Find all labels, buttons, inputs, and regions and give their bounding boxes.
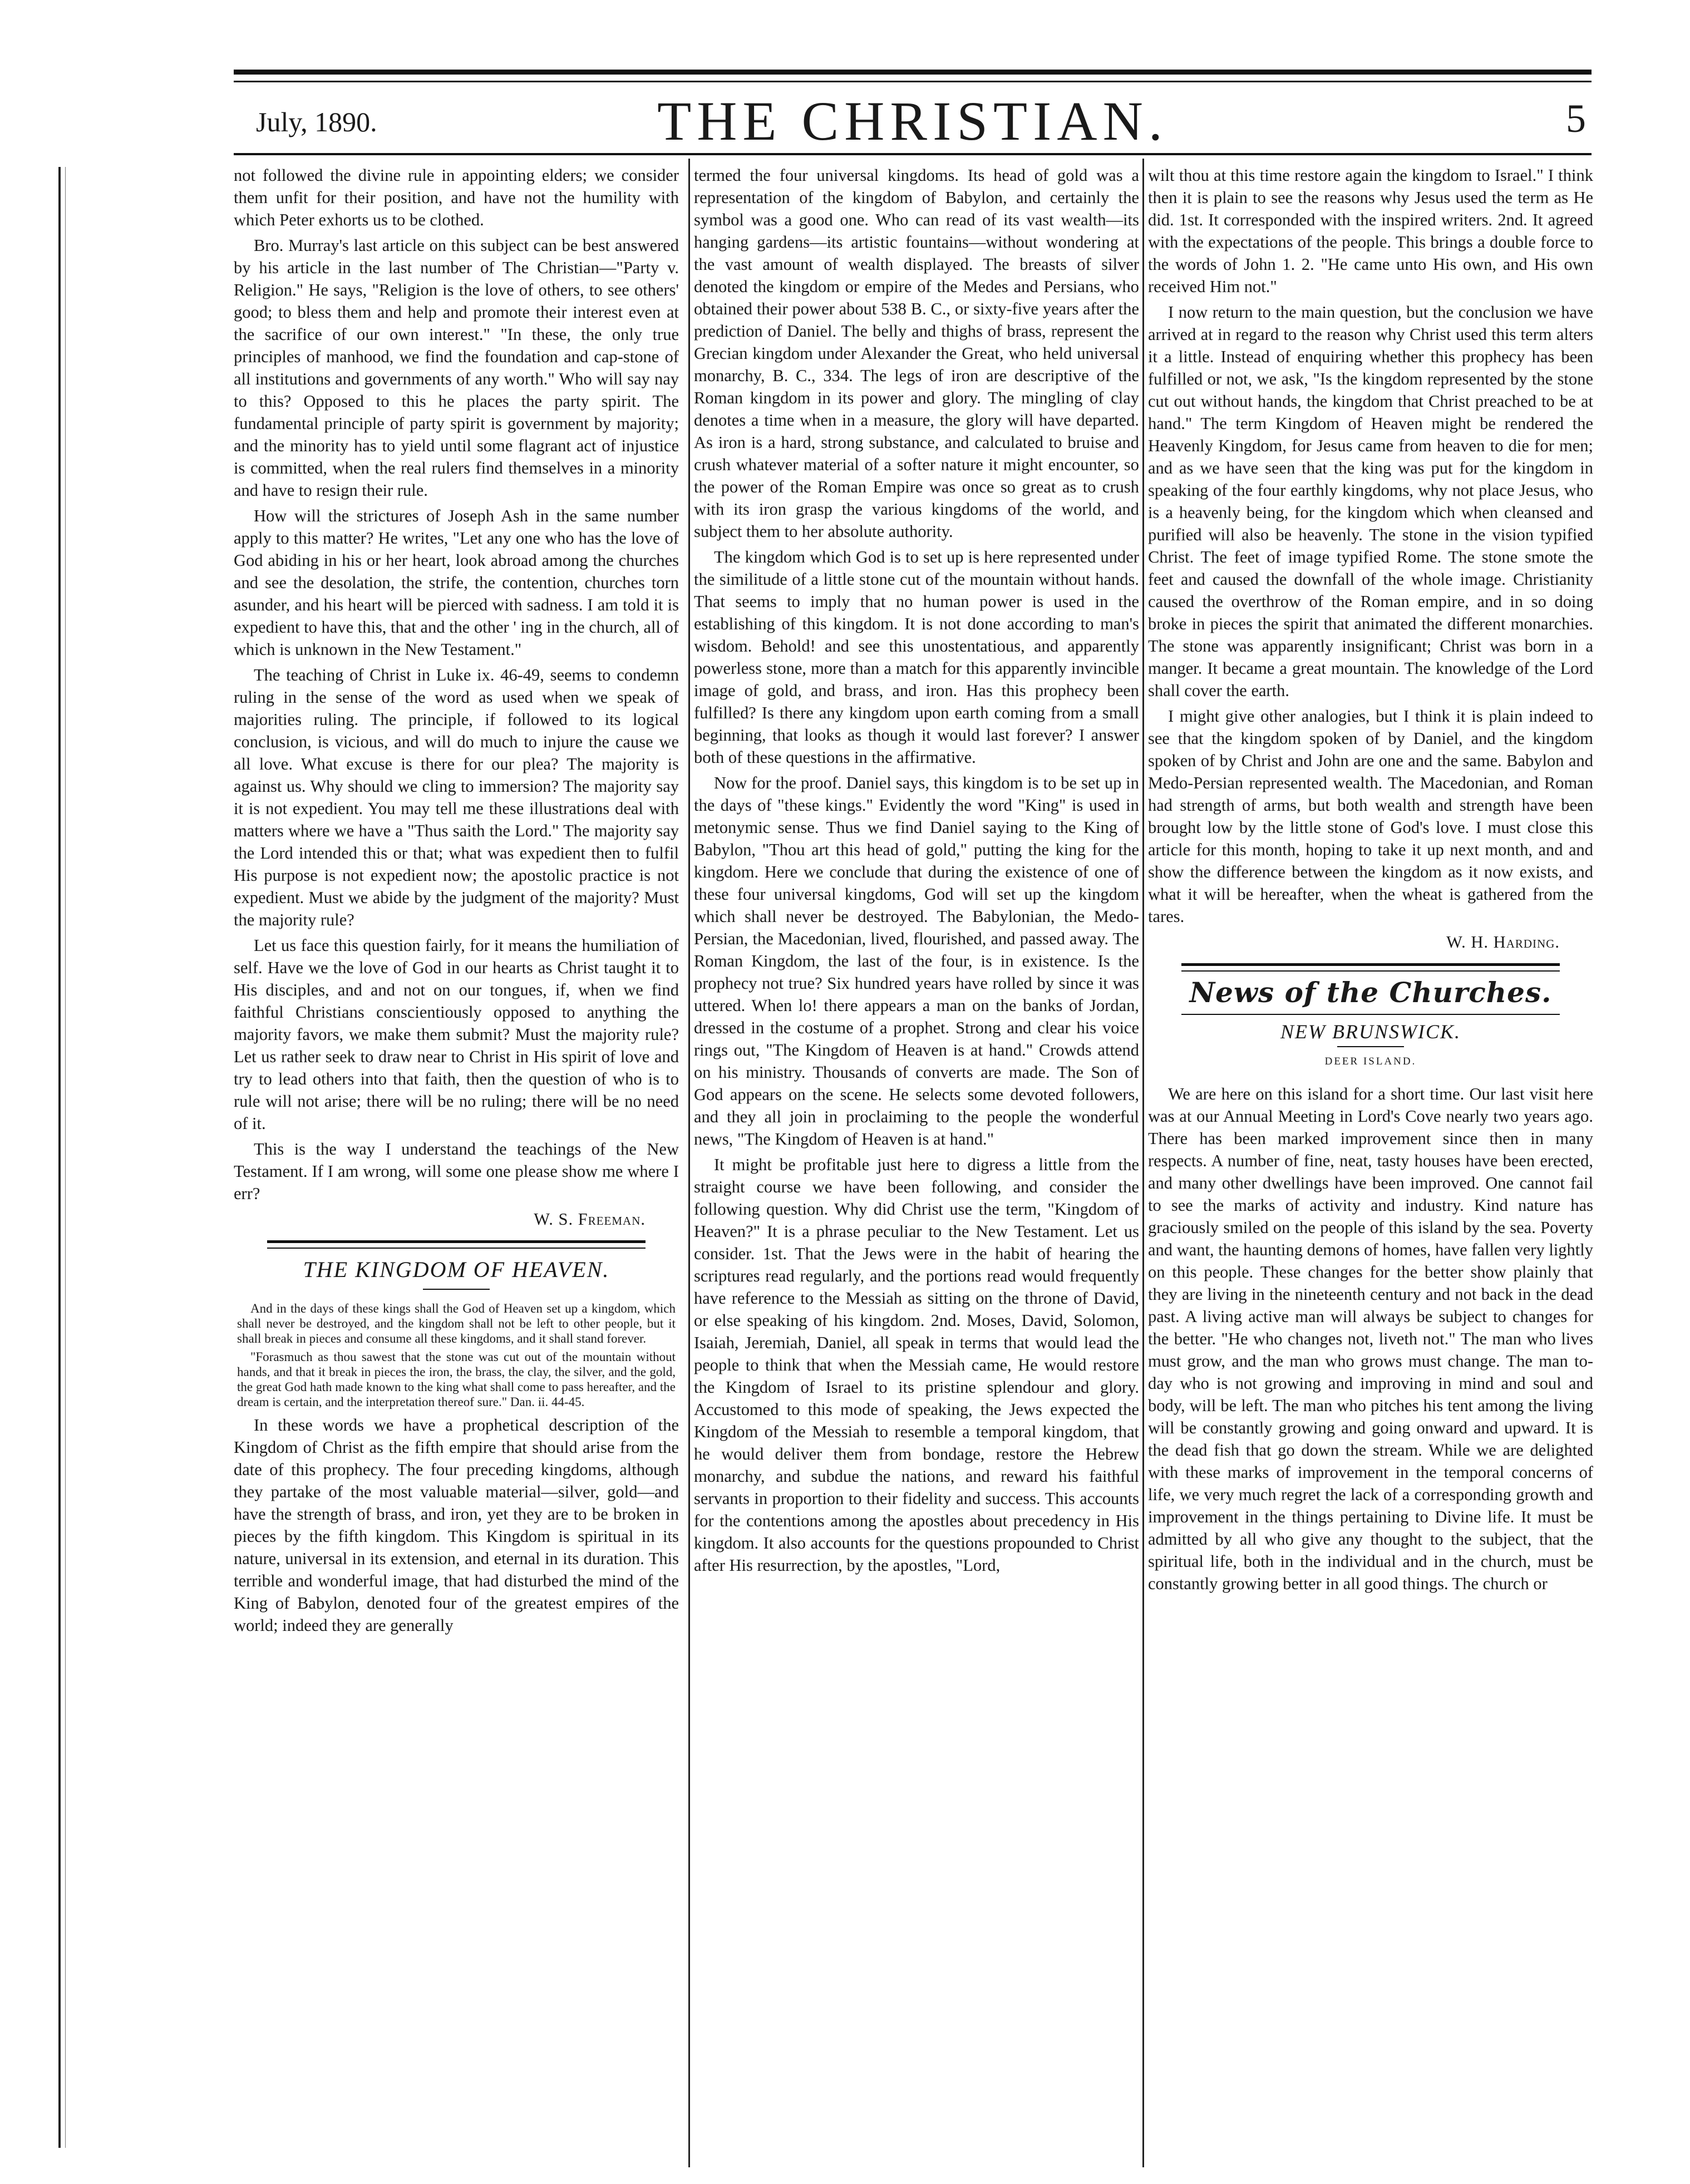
paragraph: In these words we have a prophetical description of the Kingdom of Christ as the fifth empire that should arise from the date of this prophecy. The four preceding kingdoms, although they partake of the most valuable material—silver, gold—and have the strength of brass, and iron, yet they are to be broken in pieces by the fifth kingdom. This Kingdom is spiritual in its nature, universal in its extension, and eternal in its duration. This terrible and wonderful image, that had disturbed the mind of the King of Babylon, denoted four of the greatest empires of the world; indeed they are generally [234,1416,679,1635]
page-number: 5 [1566,96,1586,141]
masthead-top-rule-thin [234,81,1592,82]
paragraph: This is the way I understand the teachings of the New Testament. If I am wrong, will some one please show me where I err? [234,1140,679,1203]
masthead-top-rule [234,70,1592,75]
paragraph: wilt thou at this time restore again the kingdom to Israel." I think then it is plain to see the reasons why Jesus used the term as He did. 1st. It corresponded with the inspired writers. 2nd. It agreed with the expectations of the people. This brings a double force to the words of John 1. 2. "He came unto His own, and His own received Him not." [1148,166,1593,296]
quote-paragraph: "Forasmuch as thou sawest that the stone was cut out of the mountain without hands, and that it break in pieces the iron, the brass, the clay, the silver, and the gold, the great God hath made known to the king what shall come to pass hereafter, and the dream is certain, and the interpretation thereof sure." Dan. ii. 44-45. [237,1350,676,1409]
paragraph: Now for the proof. Daniel says, this kingdom is to be set up in the days of "these kings." Evidently the word "King" is used in metonymic sense. Thus we find Daniel saying to the King of Babylon, "Thou art this head of gold," putting the king for the kingdom. Here we conclude that during the existence of one of these four universal kingdoms, God will set up the kingdom which shall never be destroyed. The Babylonian, the Medo-Persian, the Macedonian, lived, flourished, and passed away. The Roman Kingdom, the last of the four, is in existence. Is the prophecy not true? Six hundred years have rolled by since it was uttered. When lo! there appears a man on the banks of Jordan, dressed in the costume of a prophet. Strong and clear his voice rings out, "The Kingdom of Heaven is at hand." Crowds attend on his ministry. Thousands of converts are made. The Son of God appears on the scene. He selects some devoted followers, and they all join in proclaiming to the people the wonderful news, "The Kingdom of Heaven is at hand." [694,773,1139,1148]
paragraph: I might give other analogies, but I think it is plain indeed to see that the kingdom spoken of by Daniel, and the kingdom spoken of by Christ and John are one and the same. Babylon and Medo-Persian represented wealth. The Macedonian, and Roman had strength of arms, but both wealth and strength have been brought low by the little stone of God's love. I must close this article for this month, hoping to take it up next month, and and show the difference between the kingdom as it now exists, and what it will be hereafter, when the wheat is gathered from the tares. [1148,707,1593,926]
page-binding-edge-line [65,167,66,2148]
masthead [234,89,1592,150]
place-heading: DEER ISLAND. [1324,1056,1417,1067]
newspaper-title: THE CHRISTIAN. [657,90,1168,152]
paragraph: We are here on this island for a short time. Our last visit here was at our Annual Meeting in Lord's Cove nearly two years ago. There has been marked improvement since then in many respects. A number of fine, neat, tasty houses have been erected, and many other dwellings have been improved. One cannot fail to see the marks of activity and industry. Kind nature has graciously smiled on the people of this island by the sea. Poverty and want, the haunting demons of homes, have fallen very lightly on this people. These changes for the better show plainly that they are living in the nineteenth century and not back in the dead past. A living active man will always be subject to changes for the better. "He who changes not, liveth not." The man who lives must grow, and the man who grows must change. The man to-day who is not growing and improving in mind and soul and body, will be left. The man who pitches his tent among the living will be constantly growing and going onward and upward. It is the dead fish that go down the stream. While we are delighted with these marks of improvement in the temporal concerns of life, we very much regret the lack of a corresponding growth and improvement in the things pertaining to Divine life. It must be admitted by all who give any thought to the subject, that the spiritual life, both in the individual and in the church, must be constantly growing better in all good things. The church or [1148,1084,1593,1593]
column-2 [694,164,1139,2156]
column-1 [234,164,679,2156]
section-rule-thin [1181,970,1560,972]
page-binding-edge [58,167,61,2148]
column-3 [1148,164,1593,2156]
column-divider [1142,159,1144,2167]
title-underline [423,1289,490,1290]
masthead-bottom-rule [234,153,1592,155]
paragraph: I now return to the main question, but the conclusion we have arrived at in regard to the reason why Christ used this term alters it a little. Instead of enquiring whether this prophecy has been fulfilled or not, we ask, "Is the kingdom represented by the stone cut out without hands, the kingdom that Christ preached to be at hand." The term Kingdom of Heaven might be rendered the Heavenly Kingdom, for Jesus came from heaven to die for men; and as we have seen that the king was put for the kingdom in speaking of the four earthly kingdoms, why not place Jesus, who is a heavenly being, for the kingdom which when cleansed and purified will also be heavenly. The stone in the vision typified Christ. The feet of image typified Rome. The stone smote the feet and caused the downfall of the whole image. Christianity caused the overthrow of the Roman empire, and in so doing broke in pieces the spirit that animated the different monarchies. The stone was apparently insignificant; Christ was born in a manger. It became a great mountain. The knowledge of the Lord shall cover the earth. [1148,303,1593,700]
section-heading: News of the Churches. [1189,976,1552,1009]
paragraph: not followed the divine rule in appointing elders; we consider them unfit for their position, and have not the humility with which Peter exhorts us to be clothed. [234,166,679,229]
author-signature: W. H. Harding. [1446,933,1560,952]
section-rule [267,1240,646,1243]
issue-date: July, 1890. [256,106,377,137]
paragraph: Bro. Murray's last article on this subject can be best answered by his article in the last number of The Christian—"Party v. Religion." He says, "Religion is the love of others, to see others' good; to bless them and help and promote their interest even at the sacrifice of our own interest." "In these, the only true principles of manhood, we find the foundation and cap-stone of all institutions and governments of any worth." Who will say nay to this? Opposed to this he places the party spirit. The fundamental principle of party spirit is government by majority; and the minority has to yield until some flagrant act of injustice is committed, when the real rulers find themselves in a minority and have to resign their rule. [234,236,679,500]
quote-paragraph: And in the days of these kings shall the God of Heaven set up a kingdom, which shall never be destroyed, and the kingdom shall not be left to other people, but it shall break in pieces and consume all these kingdoms, and it shall stand forever. [237,1301,676,1345]
scripture-quote [237,1301,676,1409]
heading-underline [1337,1046,1404,1047]
article-title: THE KINGDOM OF HEAVEN. [303,1257,610,1282]
author-signature: W. S. Freeman. [534,1210,646,1229]
section-rule-thin [267,1248,646,1249]
paragraph: Let us face this question fairly, for it means the humiliation of self. Have we the love of God in our hearts as Christ taught it to His disciples, and and not on our tongues, if, when we find faithful Christians conscientiously opposed to anything the majority favors, we make them submit? Must the majority rule? Let us rather seek to draw near to Christ in His spirit of love and try to lead others into that faith, then the question of who is to rule will not arise; there will be no ruling; there will be no need of it. [234,936,679,1133]
section-rule-thin [1181,1014,1560,1015]
section-rule [1181,963,1560,966]
paragraph: How will the strictures of Joseph Ash in the same number apply to this matter? He writes, "Let any one who has the love of God abiding in his or her heart, look abroad among the churches and see the desolation, the strife, the contention, churches torn asunder, and his heart will be pierced with sadness. I am told it is expedient to have this, that and the other ' ing in the church, all of which is unknown in the New Testament." [234,506,679,659]
paragraph: The kingdom which God is to set up is here represented under the similitude of a little stone cut of the mountain without hands. That seems to imply that no human power is used in the establishing of this kingdom. It is not done according to man's wisdom. Behold! and see this unostentatious, and apparently powerless stone, more than a match for this apparently invincible image of gold, and brass, and iron. Has this prophecy been fulfilled? Is there any kingdom upon earth coming from a small beginning, that looks as though it would last forever? I answer both of these questions in the affirmative. [694,548,1139,767]
paragraph: termed the four universal kingdoms. Its head of gold was a representation of the kingdom of Babylon, and certainly the symbol was a good one. Who can read of its vast wealth—its hanging gardens—its artistic fountains—without wondering at the vast amount of wealth displayed. The breasts of silver denoted the kingdom or empire of the Medes and Persians, who obtained their power about 538 B. C., or sixty-five years after the prediction of Daniel. The belly and thighs of brass, represent the Grecian kingdom under Alexander the Great, who held universal monarchy, B. C., 334. The legs of iron are descriptive of the Roman kingdom in its power and glory. The mingling of clay denotes a time when in a measure, the glory will have departed. As iron is a hard, strong substance, and calculated to bruise and crush whatever material of a softer nature it might encounter, so the power of the Roman Empire was once so great as to crush with its iron grasp the various kingdoms of the world, and subject them to her absolute authority. [694,166,1139,541]
column-divider [688,159,690,2167]
paragraph: It might be profitable just here to digress a little from the straight course we have been following, and consider the following question. Why did Christ use the term, "Kingdom of Heaven?" It is a phrase peculiar to the New Testament. Let us consider. 1st. That the Jews were in the habit of hearing the scriptures read regularly, and the portions read would frequently have reference to the Messiah as sitting on the throne of David, or else speaking of his kingdom. 2nd. Moses, David, Solomon, Isaiah, Jeremiah, Daniel, all speak in terms that would lead the people to think that when the Messiah came, He would restore the Kingdom of Israel to its pristine splendour and glory. Accustomed to this mode of speaking, the Jews expected the Kingdom of the Messiah to resemble a temporal kingdom, that he would deliver them from bondage, restore the Hebrew monarchy, and subdue the nations, and reward his faithful servants in proportion to their fidelity and success. This accounts for the contentions among the apostles about precedency in His kingdom. It also accounts for the questions propounded to Christ after His resurrection, by the apostles, "Lord, [694,1155,1139,1575]
province-heading: NEW BRUNSWICK. [1280,1020,1461,1043]
paragraph: The teaching of Christ in Luke ix. 46-49, seems to condemn ruling in the sense of the word as used when we speak of majorities ruling. The principle, if followed to its logical conclusion, is vicious, and will do much to injure the cause we all love. What excuse is there for our plea? The majority is against us. Why should we cling to immersion? The majority say it is not expedient. You may tell me these illustrations deal with matters where we have a "Thus saith the Lord." The majority say the Lord intended this or that; what was expedient then to fulfil His purpose is not expedient now; the apostolic practice is not expedient. Must we abide by the judgment of the majority? Must the majority rule? [234,665,679,929]
